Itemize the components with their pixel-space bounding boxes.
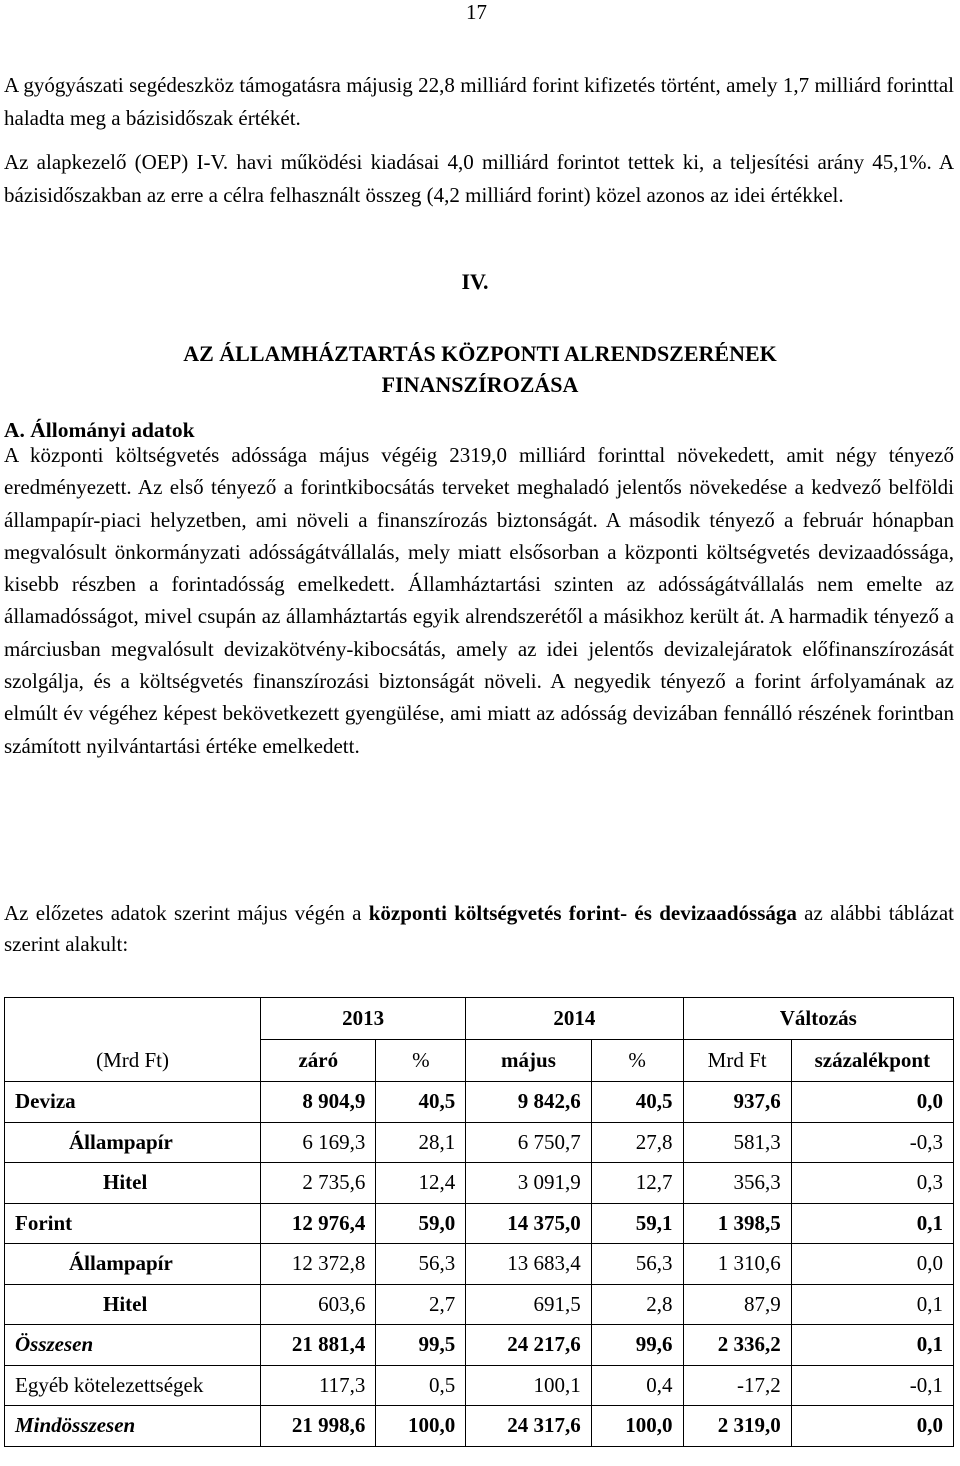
- cell: 2 336,2: [683, 1325, 791, 1366]
- row-label-osszesen: Összesen: [5, 1325, 261, 1366]
- table-row: [5, 1122, 954, 1163]
- table-header-2014: 2014: [466, 998, 683, 1040]
- cell: 21 998,6: [261, 1406, 376, 1447]
- table-row: [5, 1365, 954, 1406]
- table-header-change: Változás: [683, 998, 953, 1040]
- table-row: [5, 1163, 954, 1204]
- cell: 0,0: [791, 1244, 953, 1285]
- cell: 13 683,4: [466, 1244, 592, 1285]
- chapter-title-line1: AZ ÁLLAMHÁZTARTÁS KÖZPONTI ALRENDSZERÉNEK: [183, 341, 777, 366]
- table-header-zaro: záró: [261, 1040, 376, 1082]
- row-label-forint-hitel: Hitel: [5, 1284, 261, 1325]
- cell: 12 976,4: [261, 1203, 376, 1244]
- cell: 0,1: [791, 1284, 953, 1325]
- table-row: [5, 1203, 954, 1244]
- cell: 59,0: [376, 1203, 466, 1244]
- cell: 356,3: [683, 1163, 791, 1204]
- cell: 59,1: [591, 1203, 683, 1244]
- cell: 100,1: [466, 1365, 592, 1406]
- cell: 117,3: [261, 1365, 376, 1406]
- table-row: [5, 1325, 954, 1366]
- debt-table: [4, 997, 954, 1447]
- table-header-mrdft: Mrd Ft: [683, 1040, 791, 1082]
- cell: 0,0: [791, 1082, 953, 1123]
- cell: 0,3: [791, 1163, 953, 1204]
- cell: 9 842,6: [466, 1082, 592, 1123]
- cell: 14 375,0: [466, 1203, 592, 1244]
- cell: 691,5: [466, 1284, 592, 1325]
- intro-text-after: az alábbi táblázat szerint alakult:: [4, 901, 955, 956]
- table-header-unit: (Mrd Ft): [5, 1040, 261, 1082]
- chapter-number: [0, 269, 960, 295]
- cell: 6 750,7: [466, 1122, 592, 1163]
- cell: 937,6: [683, 1082, 791, 1123]
- cell: 100,0: [376, 1406, 466, 1447]
- cell: 40,5: [591, 1082, 683, 1123]
- paragraph-table-intro: [4, 898, 954, 960]
- cell: 1 310,6: [683, 1244, 791, 1285]
- table-header-row-columns: [5, 1040, 954, 1082]
- paragraph-debt-factors: A központi költségvetés adóssága május végéig 2319,0 milliárd forinttal növekedett, amit négy tényező eredményezett. Az első tényező a forintkibocsátás terveket meghaladó jelentős növekedése a kedvező belföldi állampapír-piaci helyzetben, ami növeli a finanszírozás biztonságát. A második tényező a február hónapban megvalósult önkormányzati adósságátvállalás, mely miatt elsősorban a központi költségvetés devizaadóssága, kisebb részben a forintadósság emelkedett. Államháztartási szinten az adósságátvállalás nem emelte az államadósságot, mivel csupán az államháztartás egyik alrendszerétől a másikhoz került át. A harmadik tényező a márciusban megvalósult devizakötvény-kibocsátás, amely az idei jelentős devizalejáratok előfinanszírozását szolgálja, és a költségvetés finanszírozási biztonságát növeli. A negyedik tényező a forint árfolyamának az elmúlt év végéhez képest bekövetkezett gyengülése, ami miatt az adósság devizában fennálló részének forintban számított nyilvántartási értéke emelkedett.: [4, 443, 954, 758]
- cell: 2 319,0: [683, 1406, 791, 1447]
- cell: 2 735,6: [261, 1163, 376, 1204]
- intro-text-before: Az előzetes adatok szerint május végén a: [4, 901, 369, 925]
- cell: 87,9: [683, 1284, 791, 1325]
- cell: 0,4: [591, 1365, 683, 1406]
- table-row: [5, 1082, 954, 1123]
- cell: -0,3: [791, 1122, 953, 1163]
- row-label-deviza: Deviza: [5, 1082, 261, 1123]
- chapter-title-line2: FINANSZÍROZÁSA: [381, 372, 579, 397]
- section-heading: A. Állományi adatok: [4, 418, 195, 442]
- cell: 100,0: [591, 1406, 683, 1447]
- cell: 99,5: [376, 1325, 466, 1366]
- cell: 0,1: [791, 1203, 953, 1244]
- table-row: [5, 1284, 954, 1325]
- table-row: [5, 1406, 954, 1447]
- cell: 2,7: [376, 1284, 466, 1325]
- cell: 40,5: [376, 1082, 466, 1123]
- cell: -0,1: [791, 1365, 953, 1406]
- cell: 24 317,6: [466, 1406, 592, 1447]
- cell: 28,1: [376, 1122, 466, 1163]
- paragraph-medical-aids: A gyógyászati segédeszköz támogatásra májusig 22,8 milliárd forint kifizetés történt, amely 1,7 milliárd forinttal haladta meg a bázisidőszak értékét.: [4, 73, 954, 130]
- paragraph-oep-expenses: Az alapkezelő (OEP) I-V. havi működési kiadásai 4,0 milliárd forintot tettek ki, a teljesítési arány 45,1%. A bázisidőszakban az erre a célra felhasznált összeg (4,2 milliárd forint) közel azonos az idei értékkel.: [4, 150, 954, 207]
- cell: -17,2: [683, 1365, 791, 1406]
- table-header-pct-2014: %: [591, 1040, 683, 1082]
- table-header-majus: május: [466, 1040, 592, 1082]
- cell: 603,6: [261, 1284, 376, 1325]
- cell: 2,8: [591, 1284, 683, 1325]
- row-label-deviza-hitel: Hitel: [5, 1163, 261, 1204]
- table-header-empty: [5, 998, 261, 1040]
- cell: 1 398,5: [683, 1203, 791, 1244]
- row-label-egyeb: Egyéb kötelezettségek: [5, 1365, 261, 1406]
- page-number: 17: [466, 0, 487, 24]
- row-label-mindosszesen: Mindösszesen: [5, 1406, 261, 1447]
- cell: 27,8: [591, 1122, 683, 1163]
- cell: 99,6: [591, 1325, 683, 1366]
- cell: 3 091,9: [466, 1163, 592, 1204]
- row-label-deviza-allampapir: Állampapír: [5, 1122, 261, 1163]
- table-header-2013: 2013: [261, 998, 466, 1040]
- table-header-row-years: [5, 998, 954, 1040]
- cell: 0,1: [791, 1325, 953, 1366]
- chapter-title: [0, 338, 960, 400]
- cell: 56,3: [591, 1244, 683, 1285]
- cell: 0,5: [376, 1365, 466, 1406]
- cell: 21 881,4: [261, 1325, 376, 1366]
- intro-text-bold: központi költségvetés forint- és devizaadóssága: [368, 901, 797, 925]
- cell: 581,3: [683, 1122, 791, 1163]
- cell: 24 217,6: [466, 1325, 592, 1366]
- table-header-szazalekpont: százalékpont: [791, 1040, 953, 1082]
- chapter-number-text: IV.: [461, 269, 489, 294]
- cell: 6 169,3: [261, 1122, 376, 1163]
- cell: 12,4: [376, 1163, 466, 1204]
- row-label-forint-allampapir: Állampapír: [5, 1244, 261, 1285]
- row-label-forint: Forint: [5, 1203, 261, 1244]
- cell: 12,7: [591, 1163, 683, 1204]
- cell: 56,3: [376, 1244, 466, 1285]
- cell: 0,0: [791, 1406, 953, 1447]
- cell: 12 372,8: [261, 1244, 376, 1285]
- cell: 8 904,9: [261, 1082, 376, 1123]
- table-header-pct-2013: %: [376, 1040, 466, 1082]
- table-row: [5, 1244, 954, 1285]
